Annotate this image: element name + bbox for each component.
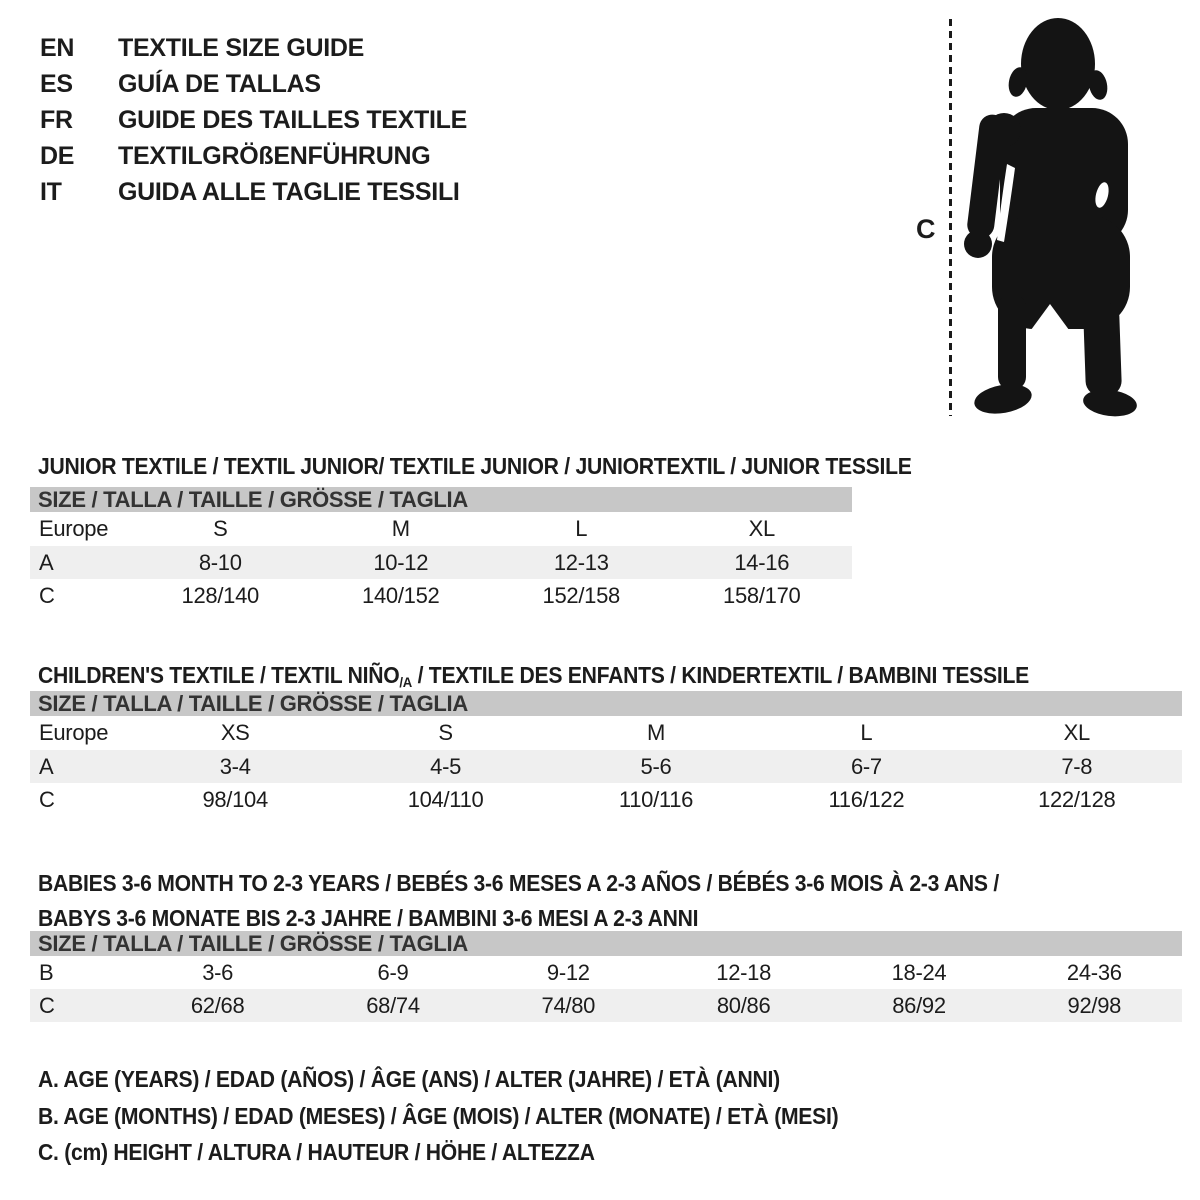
lang-code-de: DE (40, 141, 75, 170)
region-label: Europe (39, 516, 109, 541)
value-cell: 9-12 (546, 959, 590, 985)
value-cell: 128/140 (181, 582, 259, 608)
size-col-xl: XL (748, 516, 775, 541)
value-cell: 6-7 (850, 753, 882, 779)
lang-title-it: GUIDA ALLE TAGLIE TESSILI (118, 177, 460, 206)
value-cell: 98/104 (202, 786, 268, 812)
junior-section-title: JUNIOR TEXTILE / TEXTIL JUNIOR/ TEXTILE JUNIOR / JUNIORTEXTIL / JUNIOR TESSILE (38, 453, 912, 480)
babies-months-row (30, 956, 1182, 989)
children-title-subscript: /A (399, 675, 412, 692)
value-cell: 8-10 (198, 549, 242, 575)
legend-line-height-cm: C. (cm) HEIGHT / ALTURA / HAUTEUR / HÖHE / ALTEZZA (38, 1139, 595, 1165)
size-col-l: L (575, 516, 588, 541)
value-cell: 92/98 (1067, 992, 1122, 1018)
row-label: B (39, 959, 54, 985)
language-header (40, 30, 467, 210)
junior-height-row (30, 579, 852, 612)
children-title-prefix: CHILDREN'S TEXTILE / TEXTIL NIÑO (38, 662, 400, 689)
lang-code-es: ES (40, 69, 73, 98)
legend-line-age-months: B. AGE (MONTHS) / EDAD (MESES) / ÂGE (MOIS) / ALTER (MONATE) / ETÀ (MESI) (38, 1103, 839, 1129)
lang-code-it: IT (40, 177, 62, 206)
lang-row-de (40, 138, 467, 174)
value-cell: 7-8 (1061, 753, 1093, 779)
value-cell: 14-16 (734, 549, 790, 575)
value-cell: 4-5 (430, 753, 462, 779)
toddler-silhouette-icon (962, 12, 1140, 422)
lang-code-en: EN (40, 33, 75, 62)
lang-title-es: GUÍA DE TALLAS (118, 69, 321, 98)
size-col-s: S (438, 720, 453, 745)
value-cell: 110/116 (618, 786, 694, 812)
value-cell: 12-13 (553, 549, 609, 575)
value-cell: 122/128 (1038, 786, 1116, 812)
row-label: A (39, 753, 54, 779)
value-cell: 62/68 (190, 992, 245, 1018)
value-cell: 86/92 (892, 992, 946, 1018)
lang-row-it (40, 174, 467, 210)
value-cell: 24-36 (1066, 959, 1122, 985)
junior-size-table (30, 487, 852, 612)
size-header-bar: SIZE / TALLA / TAILLE / GRÖSSE / TAGLIA (30, 931, 1182, 956)
height-measure-dashed-line (949, 19, 952, 416)
value-cell: 140/152 (362, 582, 440, 608)
value-cell: 68/74 (366, 992, 420, 1018)
lang-row-fr (40, 102, 467, 138)
legend-line-age-years: A. AGE (YEARS) / EDAD (AÑOS) / ÂGE (ANS) / ALTER (JAHRE) / ETÀ (ANNI) (38, 1066, 780, 1092)
value-cell: 10-12 (373, 549, 429, 575)
lang-row-es (40, 66, 467, 102)
junior-columns-row (30, 512, 852, 546)
row-label: A (39, 549, 54, 575)
value-cell: 5-6 (640, 753, 672, 779)
height-measure-label: C (916, 214, 936, 244)
value-cell: 116/122 (828, 786, 905, 812)
value-cell: 18-24 (891, 959, 947, 985)
babies-section-title-line2: BABYS 3-6 MONATE BIS 2-3 JAHRE / BAMBINI 3-6 MESI A 2-3 ANNI (38, 905, 699, 932)
lang-row-en (40, 30, 467, 66)
value-cell: 80/86 (716, 992, 771, 1018)
region-label: Europe (39, 720, 109, 745)
value-cell: 158/170 (723, 582, 801, 608)
children-section-title (38, 662, 1029, 692)
babies-size-table (30, 931, 1182, 1022)
lang-title-en: TEXTILE SIZE GUIDE (118, 33, 365, 62)
babies-height-row (30, 989, 1182, 1022)
size-col-l: L (860, 720, 873, 745)
lang-code-fr: FR (40, 105, 73, 134)
children-height-row (30, 783, 1182, 816)
row-label: C (39, 582, 55, 608)
size-col-m: M (391, 516, 410, 541)
size-col-xl: XL (1063, 720, 1090, 745)
children-title-suffix: / TEXTILE DES ENFANTS / KINDERTEXTIL / BAMBINI TESSILE (411, 662, 1029, 689)
lang-title-de: TEXTILGRÖßENFÜHRUNG (118, 141, 431, 170)
value-cell: 74/80 (541, 992, 596, 1018)
value-cell: 3-4 (219, 753, 251, 779)
children-size-table (30, 691, 1182, 816)
value-cell: 6-9 (377, 959, 409, 985)
junior-age-row (30, 546, 852, 579)
size-header-bar: SIZE / TALLA / TAILLE / GRÖSSE / TAGLIA (30, 691, 1182, 716)
size-col-xs: XS (220, 720, 250, 745)
lang-title-fr: GUIDE DES TAILLES TEXTILE (118, 105, 468, 134)
babies-section-title-line1: BABIES 3-6 MONTH TO 2-3 YEARS / BEBÉS 3-6 MESES A 2-3 AÑOS / BÉBÉS 3-6 MOIS À 2-3 ANS / (38, 870, 999, 897)
value-cell: 12-18 (716, 959, 772, 985)
value-cell: 152/158 (542, 582, 620, 608)
size-col-m: M (646, 720, 665, 745)
row-label: C (39, 992, 55, 1018)
children-columns-row (30, 716, 1182, 750)
children-age-row (30, 750, 1182, 783)
size-header-bar: SIZE / TALLA / TAILLE / GRÖSSE / TAGLIA (30, 487, 852, 512)
row-label: C (39, 786, 55, 812)
size-col-s: S (213, 516, 228, 541)
value-cell: 104/110 (407, 786, 484, 812)
value-cell: 3-6 (202, 959, 234, 985)
